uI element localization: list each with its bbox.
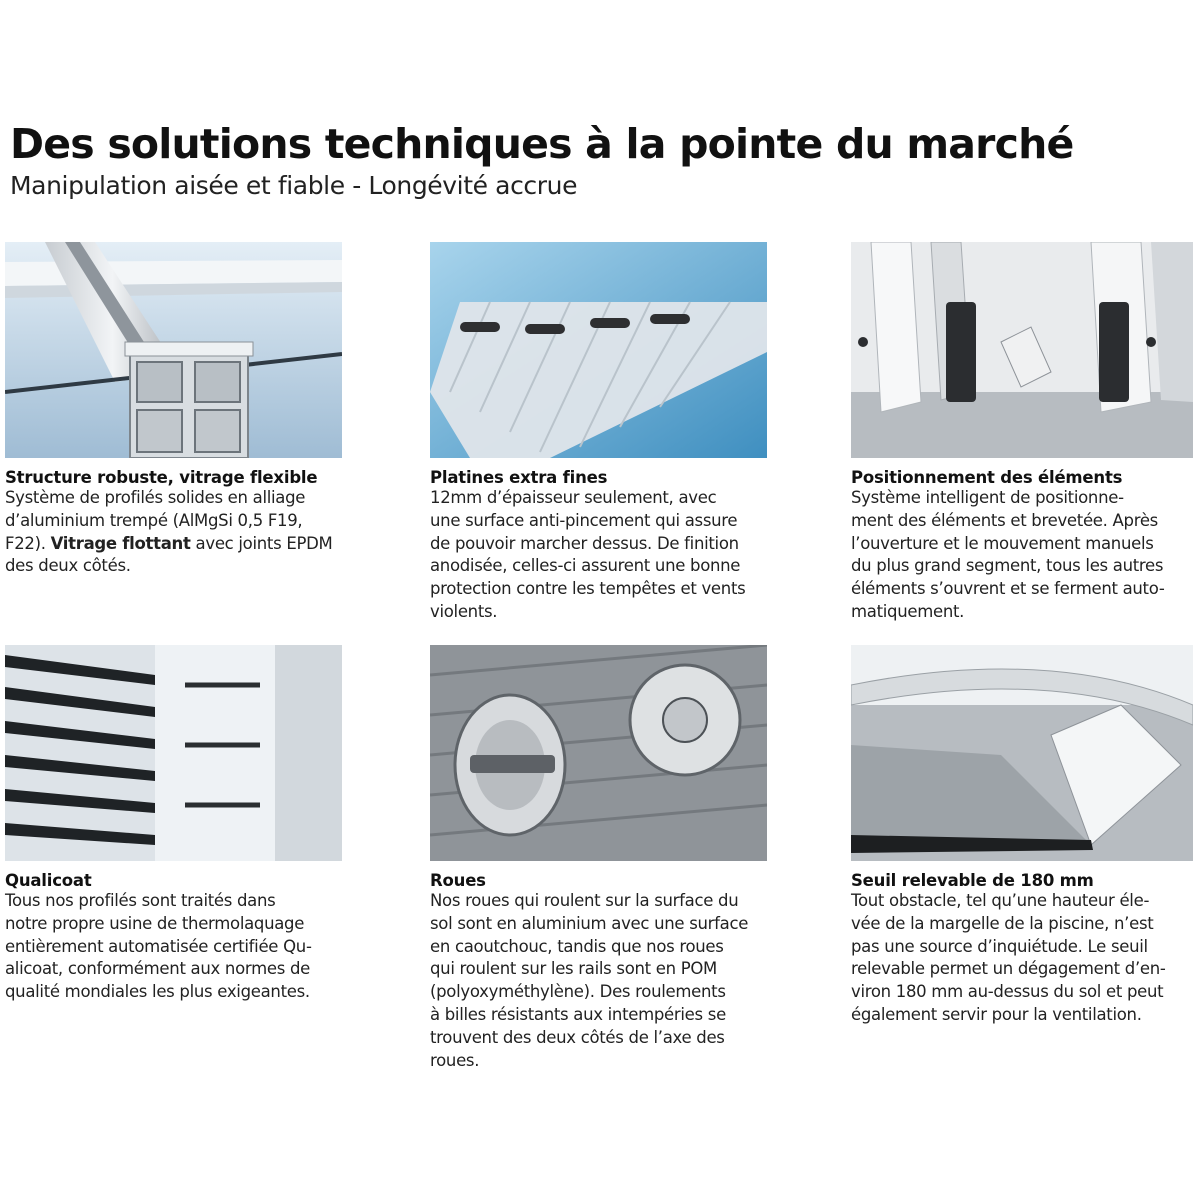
feature-card-positioning [851,242,1200,624]
wheels-image [430,645,767,861]
feature-card-threshold [851,645,1200,1027]
aluminium-profile-image [5,242,342,458]
feature-text: Système de profilés solides en alliage d’aluminium trempé (AlMgSi 0,5 F19, F22). Vitrage flottant avec joints EPDM des deux côtés. [5,488,333,576]
thin-plates-image [430,242,767,458]
page-title: Des solutions techniques à la pointe du marché [10,120,1074,168]
feature-heading: Platines extra fines [430,468,608,487]
page-subtitle: Manipulation aisée et fiable - Longévité accrue [10,171,578,200]
feature-heading: Structure robuste, vitrage flexible [5,468,318,487]
feature-card-wheels [430,645,800,1072]
feature-heading: Qualicoat [5,871,92,890]
feature-heading: Positionnement des éléments [851,468,1123,487]
feature-card-plates [430,242,800,624]
feature-text: Système intelligent de positionne- ment des éléments et brevetée. Après l’ouverture et le mouvement manuels du plus grand segment, tous les autres éléments s’ouvrent et se ferment auto- matiquement. [851,488,1165,621]
feature-text: Tout obstacle, tel qu’une hauteur éle- vée de la margelle de la piscine, n’est pas une source d’inquiétude. Le seuil relevable permet un dégagement d’en- viron 180 mm au-dessus du sol et peut également servir pour la ventilation. [851,891,1166,1024]
feature-card-qualicoat [5,645,395,1004]
positioning-mechanism-image [851,242,1193,458]
feature-heading: Roues [430,871,486,890]
feature-card-structure [5,242,395,578]
lifting-threshold-image [851,645,1193,861]
feature-text: 12mm d’épaisseur seulement, avec une surface anti-pincement qui assure de pouvoir marcher dessus. De finition anodisée, celles-ci assurent une bonne protection contre les tempêtes et vents violents. [430,488,746,621]
powder-coating-image [5,645,342,861]
feature-text: Tous nos profilés sont traités dans notre propre usine de thermolaquage entièrement automatisée certifiée Qu- alicoat, conformément aux normes de qualité mondiales les plus exigeantes. [5,891,312,1002]
feature-text: Nos roues qui roulent sur la surface du sol sont en aluminium avec une surface en caoutchouc, tandis que nos roues qui roulent sur les rails sont en POM (polyoxyméthylène). Des roulements à billes résistants aux intempéries se trouvent des deux côtés de l’axe des roues. [430,891,749,1070]
feature-text-bold: Vitrage flottant [50,533,191,553]
feature-heading: Seuil relevable de 180 mm [851,871,1094,890]
